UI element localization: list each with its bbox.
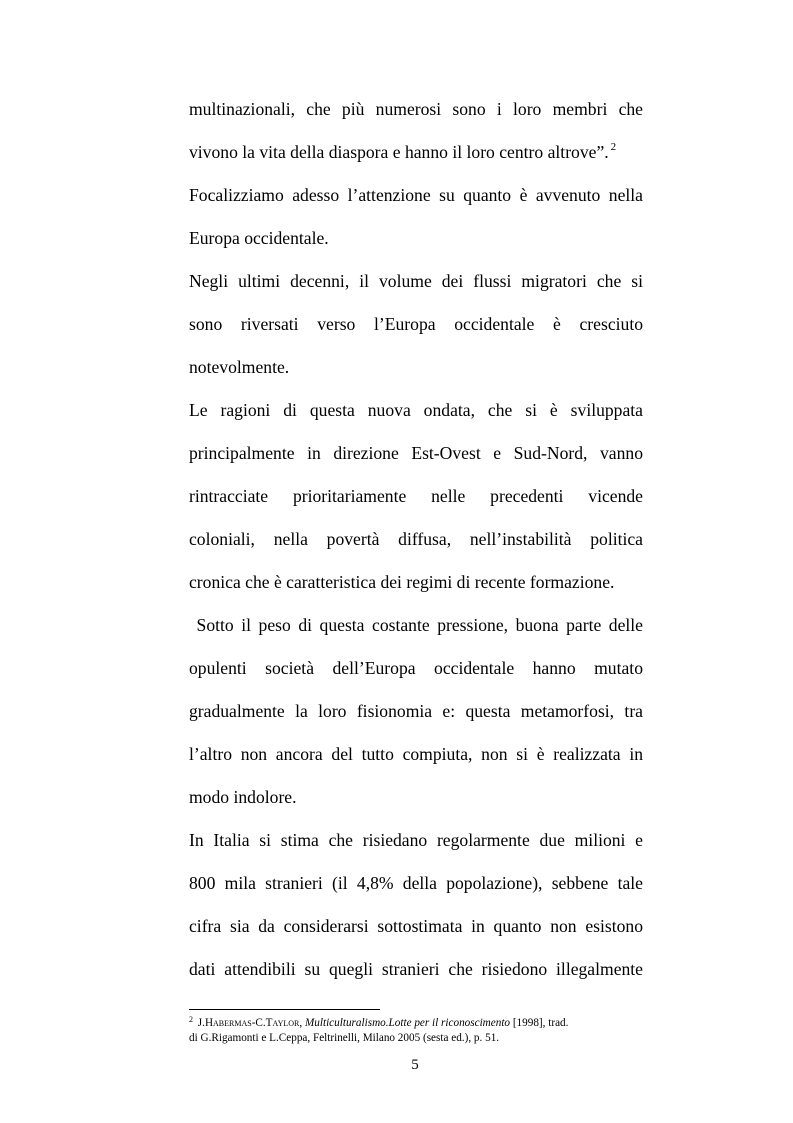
- body-line-3: Focalizziamo adesso l’attenzione su quanto è avvenuto nella: [189, 185, 643, 205]
- body-line-16: l’altro non ancora del tutto compiuta, non si è realizzata in: [189, 744, 643, 764]
- body-line-13: Sotto il peso di questa costante pressione, buona parte delle: [189, 615, 643, 635]
- body-line-11: coloniali, nella povertà diffusa, nell’instabilità politica: [189, 529, 643, 549]
- footnote-line-2: di G.Rigamonti e L.Ceppa, Feltrinelli, Milano 2005 (sesta ed.), p. 51.: [189, 1032, 500, 1044]
- page-number: 5: [411, 1057, 419, 1073]
- body-line-9: principalmente in direzione Est-Ovest e Sud-Nord, vanno: [189, 443, 643, 463]
- body-line-2: [189, 131, 643, 174]
- body-line-21: dati attendibili su quegli stranieri che risiedono illegalmente: [189, 959, 643, 979]
- body-line-19: 800 mila stranieri (il 4,8% della popolazione), sebbene tale: [189, 873, 643, 893]
- footnote: [189, 1016, 643, 1046]
- body-line-5: Negli ultimi decenni, il volume dei flussi migratori che si: [189, 271, 643, 291]
- footnote-line-1: [189, 1016, 643, 1031]
- body-line-2-text: vivono la vita della diaspora e hanno il loro centro altrove”.: [189, 142, 609, 162]
- body-line-12: cronica che è caratteristica dei regimi di recente formazione.: [189, 572, 615, 592]
- body-line-7: notevolmente.: [189, 357, 290, 377]
- body-line-18: In Italia si stima che risiedano regolarmente due milioni e: [189, 830, 643, 850]
- footnote-reference: 2: [610, 141, 617, 153]
- body-line-15: gradualmente la loro fisionomia e: questa metamorfosi, tra: [189, 701, 643, 721]
- footnote-author: J.Habermas-C.Taylor,: [197, 1017, 303, 1029]
- footnote-separator: [189, 1009, 380, 1010]
- body-text: [189, 88, 643, 991]
- body-line-17: modo indolore.: [189, 787, 297, 807]
- footnote-title: Multiculturalismo.Lotte per il riconoscimento: [304, 1017, 511, 1029]
- footnote-rest: [1998], trad.: [510, 1017, 569, 1029]
- body-line-6: sono riversati verso l’Europa occidentale è cresciuto: [189, 314, 643, 334]
- body-line-14: opulenti società dell’Europa occidentale hanno mutato: [189, 658, 643, 678]
- body-line-4: Europa occidentale.: [189, 228, 329, 248]
- footnote-marker: 2: [189, 1015, 193, 1024]
- body-line-8: Le ragioni di questa nuova ondata, che si è sviluppata: [189, 400, 643, 420]
- body-line-1: multinazionali, che più numerosi sono i loro membri che: [189, 99, 643, 119]
- body-line-10: rintracciate prioritariamente nelle precedenti vicende: [189, 486, 643, 506]
- body-line-20: cifra sia da considerarsi sottostimata in quanto non esistono: [189, 916, 643, 936]
